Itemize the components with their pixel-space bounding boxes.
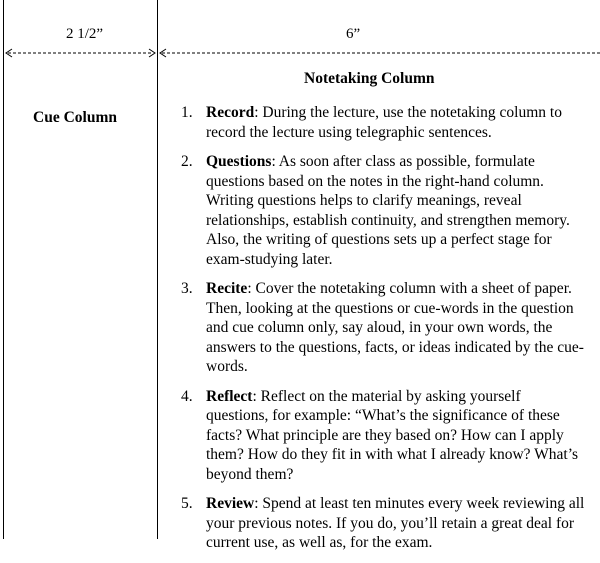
item-text: Reflect on the material by asking yourself questions, for example: “What’s the significance of these facts? What principle are they based on? How can I apply them? How do they fit in with what I already know? What’s beyond them? <box>206 387 579 483</box>
item-number: 5. <box>181 495 193 512</box>
item-term: Record <box>206 104 255 121</box>
item-separator: : <box>247 280 252 297</box>
item-term: Review <box>206 495 255 512</box>
item-number: 1. <box>181 104 193 121</box>
notes-width-arrow <box>158 47 600 59</box>
item-separator: : <box>254 495 259 512</box>
item-text: During the lecture, use the notetaking column to record the lecture using telegraphic sentences. <box>206 104 562 141</box>
item-term: Reflect <box>206 387 253 405</box>
list-item <box>171 103 586 142</box>
left-border-line <box>3 0 4 539</box>
cue-width-label: 2 1/2” <box>66 26 104 42</box>
item-term: Recite <box>206 280 248 297</box>
list-item <box>171 279 586 377</box>
item-text: Cover the notetaking column with a sheet of paper. Then, looking at the questions or cue-words in the question and cue column only, say aloud, in your own words, the answers to the questions, facts, or ideas indicated by the cue-words. <box>206 280 584 375</box>
item-number: 3. <box>181 280 193 297</box>
item-separator: : <box>271 153 276 170</box>
notetaking-steps-list <box>171 103 586 563</box>
notes-width-label: 6” <box>346 26 361 42</box>
item-text: Spend at least ten minutes every week reviewing all your previous notes. If you do, you’ll retain a great deal for current use, as well as, for the exam. <box>206 495 585 551</box>
list-item <box>171 387 586 485</box>
item-text: As soon after class as possible, formulate questions based on the notes in the right-hand column. Writing questions helps to clarify meanings, reveal relationships, establish continuity, and strengthen memory. Also, the writing of questions sets up a perfect stage for exam-studying later. <box>206 153 570 268</box>
item-number: 2. <box>181 153 193 170</box>
item-number: 4. <box>181 387 193 405</box>
list-item <box>171 494 586 553</box>
notetaking-column-title: Notetaking Column <box>304 70 435 87</box>
cue-column-title: Cue Column <box>33 109 117 126</box>
item-term: Questions <box>206 153 272 170</box>
item-separator: : <box>252 387 257 405</box>
list-item <box>171 152 586 269</box>
item-separator: : <box>254 104 259 121</box>
column-divider-line <box>157 0 158 539</box>
cue-width-arrow <box>4 47 157 59</box>
